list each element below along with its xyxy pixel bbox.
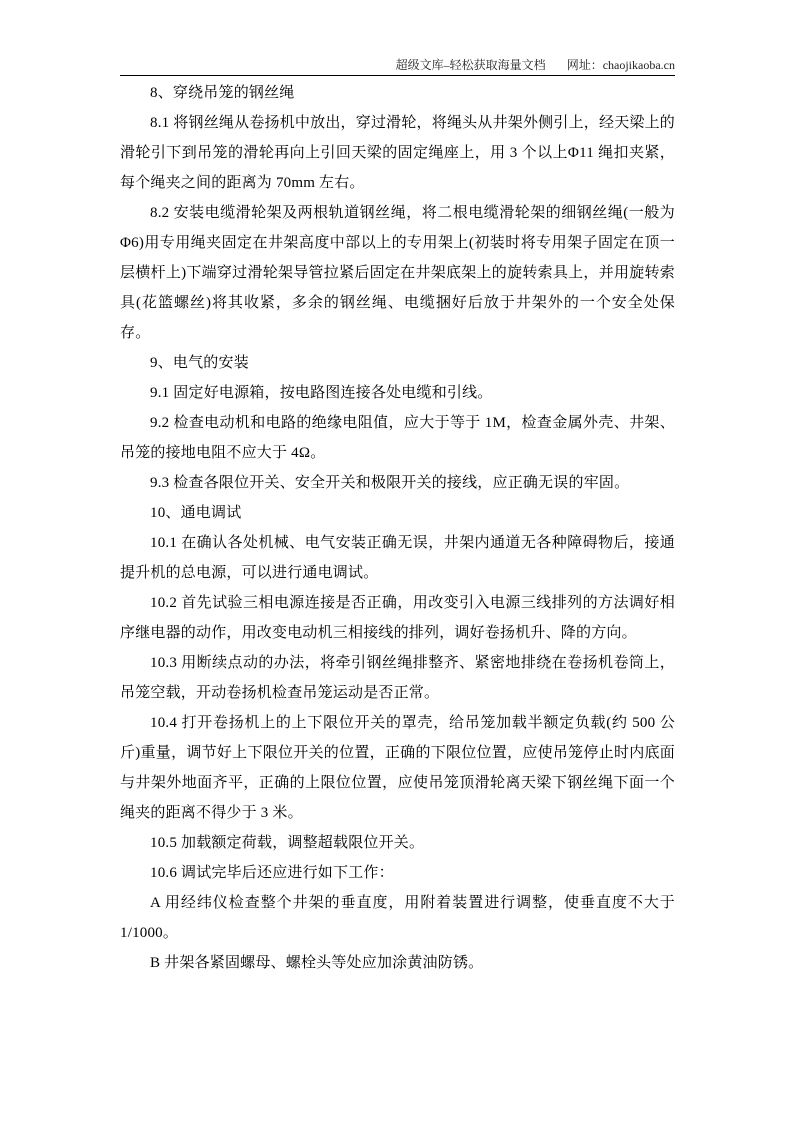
page-header bbox=[120, 57, 675, 76]
header-site-name: 超级文库–轻松获取海量文档 bbox=[395, 58, 546, 72]
paragraph-10-6-a: A 用经纬仪检查整个井架的垂直度，用附着装置进行调整，使垂直度不大于 1/1000。 bbox=[120, 895, 675, 941]
paragraph-10-6: 10.6 调试完毕后还应进行如下工作： bbox=[150, 865, 394, 881]
section-heading-9: 9、电气的安装 bbox=[150, 355, 249, 371]
paragraph-10-6-b: B 井架各紧固螺母、螺栓头等处应加涂黄油防锈。 bbox=[150, 955, 484, 971]
section-heading-8: 8、穿绕吊笼的钢丝绳 bbox=[150, 85, 295, 101]
paragraph-8-2: 8.2 安装电缆滑轮架及两根轨道钢丝绳，将二根电缆滑轮架的细钢丝绳(一般为Φ6)用专用绳夹固定在井架高度中部以上的专用架上(初装时将专用架子固定在顶一层横杆上)下端穿过滑轮架导管拉紧后固定在井架底架上的旋转索具上，并用旋转索具(花篮螺丝)将其收紧，多余的钢丝绳、电缆捆好后放于井架外的一个安全处保存。 bbox=[120, 205, 675, 341]
paragraph-10-5: 10.5 加载额定荷载，调整超载限位开关。 bbox=[150, 835, 425, 851]
paragraph-10-1: 10.1 在确认各处机械、电气安装正确无误，井架内通道无各种障碍物后，接通提升机的总电源，可以进行通电调试。 bbox=[120, 535, 675, 581]
header-url: 网址：chaojikaoba.cn bbox=[566, 58, 675, 72]
paragraph-9-3: 9.3 检查各限位开关、安全开关和极限开关的接线，应正确无误的牢固。 bbox=[150, 475, 630, 491]
section-heading-10: 10、通电调试 bbox=[150, 505, 242, 521]
paragraph-10-2: 10.2 首先试验三相电源连接是否正确，用改变引入电源三线排列的方法调好相序继电器的动作，用改变电动机三相接线的排列，调好卷扬机升、降的方向。 bbox=[120, 595, 675, 641]
paragraph-8-1: 8.1 将钢丝绳从卷扬机中放出，穿过滑轮，将绳头从井架外侧引上，经天梁上的滑轮引下到吊笼的滑轮再向上引回天梁的固定绳座上，用 3 个以上Φ11 绳扣夹紧，每个绳夹之间的距离为 70mm 左右。 bbox=[120, 115, 675, 191]
document-body bbox=[120, 78, 675, 978]
paragraph-10-3: 10.3 用断续点动的办法，将牵引钢丝绳排整齐、紧密地排绕在卷扬机卷筒上，吊笼空载，开动卷扬机检查吊笼运动是否正常。 bbox=[120, 655, 675, 701]
paragraph-9-2: 9.2 检查电动机和电路的绝缘电阻值，应大于等于 1M，检查金属外壳、井架、吊笼的接地电阻不应大于 4Ω。 bbox=[120, 415, 675, 461]
paragraph-10-4: 10.4 打开卷扬机上的上下限位开关的罩壳，给吊笼加载半额定负载(约 500 公斤)重量，调节好上下限位开关的位置，正确的下限位位置，应使吊笼停止时内底面与井架外地面齐平，正确的上限位位置，应使吊笼顶滑轮离天梁下钢丝绳下面一个绳夹的距离不得少于 3 米。 bbox=[120, 715, 675, 821]
paragraph-9-1: 9.1 固定好电源箱，按电路图连接各处电缆和引线。 bbox=[150, 385, 493, 401]
